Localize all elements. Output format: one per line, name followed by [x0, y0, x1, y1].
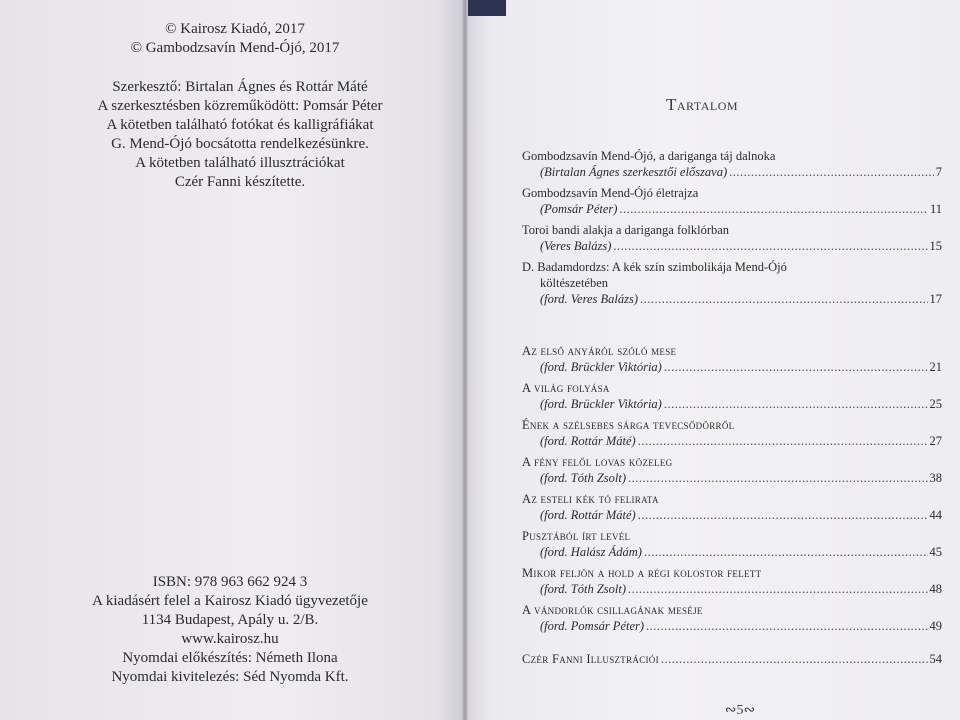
toc-entry-page: 45: [929, 545, 942, 559]
toc-entry-title: A vándorlók csillagának meséje: [522, 603, 703, 617]
toc-entry-title: Pusztából írt levél: [522, 529, 631, 543]
toc-entry-page: 17: [929, 292, 942, 306]
toc-entry-page: 44: [929, 508, 942, 522]
toc-entry-page: 7: [935, 165, 942, 179]
copyright-line: © Gambodzsavín Mend-Ójó, 2017: [130, 40, 340, 56]
toc-entry: [522, 222, 942, 254]
toc-entry-title: Ének a szélsebes sárga tevecsődörről: [522, 418, 735, 432]
toc-entry: [522, 148, 942, 180]
toc-entry-page: 48: [929, 582, 942, 596]
leader-dots: [646, 618, 927, 634]
toc-entry-author: (Birtalan Ágnes szerkesztői előszava): [540, 165, 728, 179]
credits-block: [70, 78, 410, 192]
toc-entry-title-continued: költészetében: [540, 276, 609, 290]
toc-title: Tartalom: [666, 95, 739, 114]
toc-entry-title: Toroi bandi alakja a dariganga folklórban: [522, 223, 730, 237]
toc-entry-page: 49: [929, 619, 942, 633]
credits-line: G. Mend-Ójó bocsátotta rendelkezésünkre.: [111, 136, 369, 152]
book-gutter: [462, 0, 468, 720]
toc-entry-title: Czér Fanni Illusztrációi: [522, 652, 659, 666]
toc-entry-page: 38: [929, 471, 942, 485]
credits-line: A kötetben található illusztrációkat: [135, 155, 345, 171]
leader-dots: [619, 201, 928, 217]
leader-dots: [640, 291, 927, 307]
leader-dots: [664, 359, 928, 375]
publisher-address: 1134 Budapest, Apály u. 2/B.: [141, 612, 319, 628]
leader-dots: [613, 238, 927, 254]
leader-dots: [661, 651, 928, 667]
toc-entry-page: 15: [929, 239, 942, 253]
isbn: ISBN: 978 963 662 924 3: [152, 574, 308, 590]
toc-entry: [522, 528, 942, 560]
copyright-line: © Kairosz Kiadó, 2017: [165, 21, 305, 37]
toc-entry: [522, 602, 942, 634]
leader-dots: [664, 396, 928, 412]
toc-entry: [522, 651, 942, 667]
toc-entry: [522, 565, 942, 597]
imprint-line: Nyomdai előkészítés: Németh Ilona: [122, 650, 338, 666]
toc-entry-title: Gombodzsavín Mend-Ójó életrajza: [522, 186, 699, 200]
toc-entry-title: A világ folyása: [522, 381, 610, 395]
toc-entry-author: (Veres Balázs): [540, 239, 612, 253]
toc-entry-author: (ford. Brückler Viktória): [540, 397, 662, 411]
toc-entry-author: (ford. Veres Balázs): [540, 292, 639, 306]
leader-dots: [644, 544, 928, 560]
toc-entry-page: 25: [929, 397, 942, 411]
leader-dots: [628, 470, 927, 486]
credits-line: A kötetben található fotókat és kalligráfiákat: [106, 117, 374, 133]
toc-entry: [522, 380, 942, 412]
publisher-website: www.kairosz.hu: [181, 631, 279, 647]
toc-entry-page: 11: [929, 202, 942, 216]
toc-entry-page: 54: [929, 652, 942, 666]
toc-entry-page: 21: [929, 360, 942, 374]
leader-dots: [729, 164, 934, 180]
toc-entry-author: (Pomsár Péter): [540, 202, 618, 216]
toc-entry: [522, 491, 942, 523]
leader-dots: [638, 507, 928, 523]
background-corner: [466, 0, 506, 16]
table-of-contents: [522, 148, 942, 672]
toc-entry-title: Az első anyáról szóló mese: [522, 344, 677, 358]
toc-entry-title: Mikor feljön a hold a régi kolostor felett: [522, 566, 762, 580]
toc-entry-title: A fény felől lovas közeleg: [522, 455, 673, 469]
toc-entry: [522, 417, 942, 449]
credits-line: A szerkesztésben közreműködött: Pomsár Péter: [97, 98, 383, 114]
toc-entry-author: (ford. Halász Ádám): [540, 545, 642, 559]
imprint-line: Nyomdai kivitelezés: Séd Nyomda Kft.: [111, 669, 349, 685]
toc-entry-author: (ford. Rottár Máté): [540, 508, 636, 522]
toc-entry-page: 27: [929, 434, 942, 448]
toc-entry: [522, 259, 942, 307]
toc-entry-author: (ford. Pomsár Péter): [540, 619, 645, 633]
credits-line: Szerkesztő: Birtalan Ágnes és Rottár Máté: [112, 79, 368, 95]
imprint-line: A kiadásért felel a Kairosz Kiadó ügyvezetője: [92, 593, 368, 609]
imprint-block: [40, 573, 420, 687]
toc-entry: [522, 185, 942, 217]
toc-entry-author: (ford. Tóth Zsolt): [540, 471, 627, 485]
toc-entry: [522, 343, 942, 375]
copyright-block: [60, 20, 410, 58]
toc-entry-title: Gombodzsavín Mend-Ójó, a dariganga táj dalnoka: [522, 149, 776, 163]
toc-entry-title: D. Badamdordzs: A kék szín szimbolikája Mend-Ójó: [522, 260, 787, 274]
toc-entry-title: Az esteli kék tó felirata: [522, 492, 659, 506]
toc-entry-author: (ford. Brückler Viktória): [540, 360, 662, 374]
credits-line: Czér Fanni készítette.: [174, 174, 306, 190]
toc-entry-author: (ford. Rottár Máté): [540, 434, 636, 448]
page-number: ∾5∾: [724, 703, 756, 718]
leader-dots: [628, 581, 927, 597]
leader-dots: [638, 433, 928, 449]
toc-entry-author: (ford. Tóth Zsolt): [540, 582, 627, 596]
toc-entry: [522, 454, 942, 486]
